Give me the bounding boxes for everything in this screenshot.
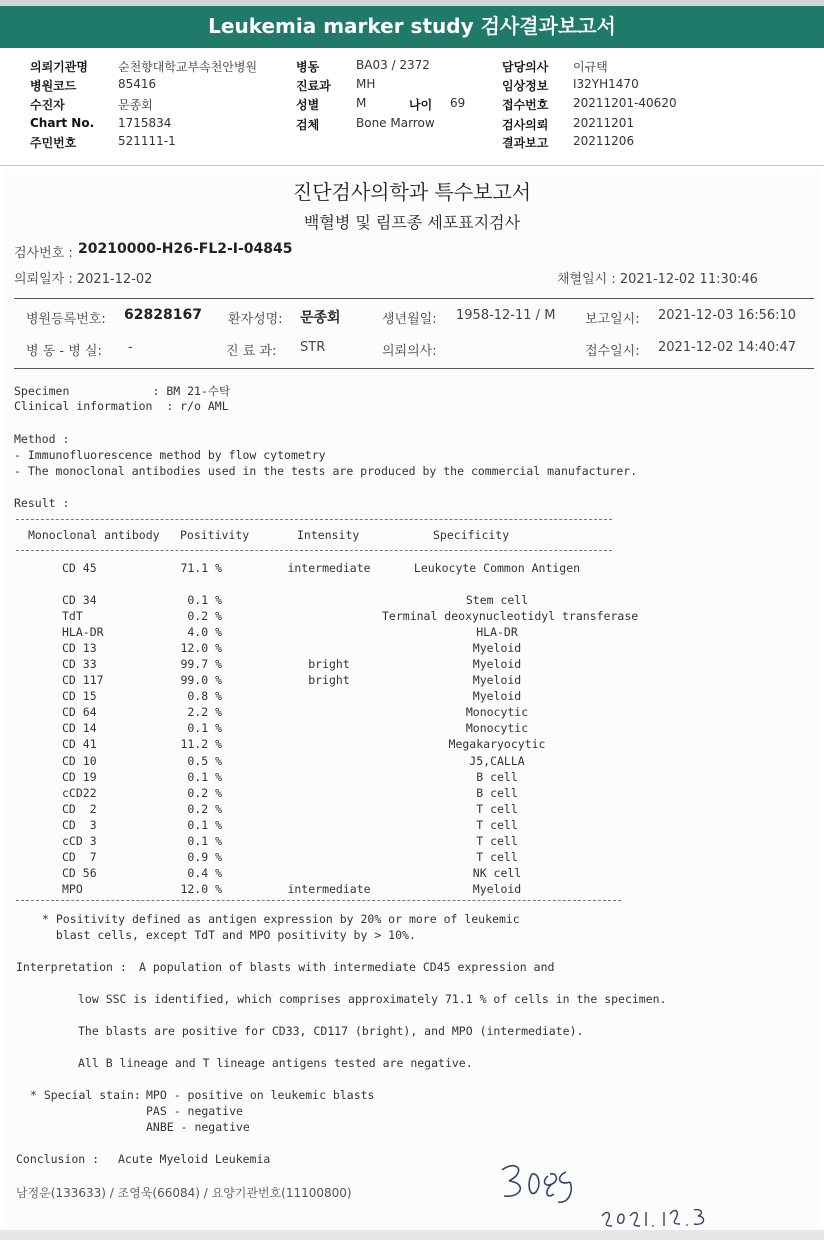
result-specificity-2: Terminal deoxynucleotidyl transferase (382, 609, 639, 624)
result-specificity-1: Stem cell (465, 593, 529, 607)
request-date: 의뢰일자 : 2021-12-02 (14, 272, 153, 287)
info-label-r2-c0: 수진자 (30, 98, 65, 112)
info-value-r2-c0: 문종회 (118, 98, 153, 112)
result-specificity-9: Monocytic (465, 721, 529, 736)
info-label-r1-c0: 병원코드 (30, 79, 77, 93)
info-value-r3-c2: 20211201 (573, 116, 635, 130)
collection-date: 채혈일시 : 2021-12-02 11:30:46 (557, 272, 758, 287)
result-positivity-0: 71.1 % (180, 561, 222, 575)
interpretation-line-2: low SSC is identified, which comprises approximately 71.1 % of cells in the specimen. (78, 992, 667, 1006)
result-positivity-19: 12.0 % (180, 881, 222, 896)
result-specificity-15: T cell (476, 817, 518, 832)
info-value-r1-c0: 85416 (118, 77, 157, 91)
special-stain-anbe: ANBE - negative (146, 1120, 250, 1134)
result-antibody-2: TdT (62, 609, 83, 624)
result-positivity-11: 0.5 % (187, 753, 222, 768)
info-label-r4-c0: 주민번호 (30, 136, 77, 150)
result-specificity-14: T cell (476, 801, 518, 816)
result-positivity-17: 0.9 % (187, 849, 222, 864)
interpretation-line-3: The blasts are positive for CD33, CD117 (bright), and MPO (intermediate). (78, 1024, 584, 1038)
dept-value: STR (300, 340, 326, 355)
info-label-r2-c1: 성별 (296, 98, 320, 112)
special-report (4, 170, 820, 1230)
age-value: 69 (450, 96, 466, 110)
result-positivity-14: 0.2 % (187, 801, 222, 816)
result-specificity-11: J5,CALLA (469, 753, 525, 768)
result-antibody-1: CD 34 (62, 593, 97, 607)
method-line-1: - Immunofluorescence method by flow cytometry (14, 448, 326, 462)
col-positivity: Positivity (180, 528, 250, 542)
receipt-time-label: 접수일시: (585, 344, 640, 359)
info-label-r1-c2: 임상정보 (502, 79, 549, 93)
doctor-label: 의뢰의사: (382, 344, 437, 359)
receipt-time: 2021-12-02 14:40:47 (658, 340, 797, 355)
result-antibody-8: CD 64 (62, 705, 97, 720)
col-intensity: Intensity (297, 528, 360, 542)
info-label-r3-c0: Chart No. (30, 116, 95, 130)
result-antibody-5: CD 33 (62, 657, 97, 672)
reg-no-label: 병원등록번호: (26, 312, 106, 327)
info-value-r4-c0: 521111-1 (118, 134, 176, 148)
result-positivity-5: 99.7 % (180, 657, 222, 672)
result-positivity-4: 12.0 % (180, 641, 222, 656)
conclusion-value: Acute Myeloid Leukemia (118, 1152, 271, 1166)
result-intensity-19: intermediate (287, 881, 371, 896)
result-antibody-18: CD 56 (62, 865, 97, 880)
result-specificity-10: Megakaryocytic (448, 737, 546, 752)
report-time-label: 보고일시: (585, 312, 640, 327)
birth-date: 1958-12-11 / M (456, 308, 556, 323)
info-label-r3-c2: 검사의뢰 (502, 118, 549, 132)
test-number-label: 검사번호 : (14, 246, 73, 261)
conclusion-label: Conclusion : (16, 1152, 100, 1166)
birth-label: 생년월일: (382, 312, 437, 327)
info-value-r0-c0: 순천향대학교부속천안병원 (118, 60, 258, 74)
result-specificity-19: Myeloid (472, 881, 522, 896)
result-positivity-16: 0.1 % (187, 833, 222, 848)
result-positivity-8: 2.2 % (187, 705, 222, 720)
info-label-r0-c0: 의뢰기관명 (30, 60, 88, 74)
request-info-panel (0, 48, 824, 166)
col-antibody: Monoclonal antibody (28, 528, 160, 542)
result-specificity-12: B cell (476, 769, 518, 784)
result-specificity-13: B cell (476, 785, 518, 800)
report-header (0, 0, 824, 48)
report-header-title: Leukemia marker study 검사결과보고서 (208, 14, 616, 38)
result-antibody-13: cCD22 (62, 785, 97, 800)
special-stain-label: * Special stain: (30, 1088, 141, 1102)
result-intensity-0: intermediate (287, 561, 371, 575)
result-title: Result : (14, 496, 70, 510)
result-positivity-15: 0.1 % (187, 817, 222, 832)
result-positivity-10: 11.2 % (180, 737, 222, 752)
result-positivity-12: 0.1 % (187, 769, 222, 784)
result-antibody-14: CD 2 (62, 801, 97, 816)
ward-value: - (128, 340, 133, 355)
report-subtitle: 백혈병 및 림프종 세포표지검사 (303, 213, 521, 232)
info-value-r2-c1: M (356, 96, 367, 110)
test-number: 20210000-H26-FL2-I-04845 (78, 241, 293, 257)
info-value-r1-c2: I32YH1470 (573, 77, 639, 91)
info-label-r0-c1: 병동 (296, 60, 320, 74)
info-value-r2-c2: 20211201-40620 (573, 96, 677, 110)
result-specificity-4: Myeloid (472, 641, 522, 656)
result-antibody-3: HLA-DR (62, 625, 104, 640)
handwritten-date (598, 1202, 714, 1232)
interpretation-label: Interpretation : (16, 960, 127, 974)
special-stain-mpo: MPO - positive on leukemic blasts (146, 1088, 375, 1102)
footnote-line-2: blast cells, except TdT and MPO positivity by > 10%. (42, 928, 416, 942)
result-specificity-3: HLA-DR (476, 625, 518, 640)
result-positivity-3: 4.0 % (187, 625, 222, 640)
result-antibody-7: CD 15 (62, 689, 97, 704)
info-value-r4-c2: 20211206 (573, 134, 635, 148)
result-specificity-7: Myeloid (472, 689, 522, 704)
result-positivity-1: 0.1 % (187, 593, 222, 607)
method-line-2: - The monoclonal antibodies used in the tests are produced by the commercial manufacturer. (14, 464, 638, 478)
result-specificity-18: NK cell (472, 865, 522, 880)
report-title: 진단검사의학과 특수보고서 (292, 180, 532, 204)
result-antibody-17: CD 7 (62, 849, 97, 864)
patient-name: 문종회 (300, 310, 341, 326)
info-label-r2-c2: 접수번호 (502, 98, 549, 112)
footnote-line-1: * Positivity defined as antigen expression by 20% or more of leukemic (42, 912, 520, 926)
result-positivity-9: 0.1 % (187, 721, 222, 736)
result-antibody-6: CD 117 (62, 673, 104, 688)
result-specificity-6: Myeloid (472, 673, 522, 688)
dept-label: 진 료 과: (226, 344, 277, 359)
info-value-r0-c1: BA03 / 2372 (356, 58, 430, 72)
report-time: 2021-12-03 16:56:10 (658, 308, 797, 323)
result-intensity-6: bright (308, 673, 350, 688)
special-stain-pas: PAS - negative (146, 1104, 243, 1118)
method-title: Method : (14, 432, 70, 446)
info-label-r4-c2: 결과보고 (502, 136, 549, 150)
interpretation-line-1: A population of blasts with intermediate CD45 expression and (139, 960, 555, 974)
result-positivity-2: 0.2 % (187, 609, 222, 624)
result-positivity-13: 0.2 % (187, 785, 222, 800)
signers-line: 남정운(133633) / 조영욱(66084) / 요양기관번호(11100800) (16, 1186, 352, 1200)
result-specificity-8: Monocytic (465, 705, 529, 720)
result-antibody-0: CD 45 (62, 561, 97, 575)
info-value-r3-c0: 1715834 (118, 116, 172, 130)
reg-no: 62828167 (124, 307, 202, 323)
info-label-r0-c2: 담당의사 (502, 60, 549, 74)
patient-name-label: 환자성명: (228, 312, 283, 327)
result-antibody-10: CD 41 (62, 737, 97, 752)
result-specificity-5: Myeloid (472, 657, 522, 672)
result-specificity-16: T cell (476, 833, 518, 848)
result-positivity-18: 0.4 % (187, 865, 222, 880)
clinical-info-line: Clinical information : r/o AML (14, 399, 229, 413)
result-antibody-9: CD 14 (62, 721, 97, 736)
result-antibody-12: CD 19 (62, 769, 97, 784)
info-value-r3-c1: Bone Marrow (356, 116, 435, 130)
result-intensity-5: bright (308, 657, 350, 672)
result-positivity-7: 0.8 % (187, 689, 222, 704)
result-antibody-11: CD 10 (62, 753, 97, 768)
handwritten-signature (494, 1158, 594, 1208)
bottom-strip (0, 1230, 824, 1240)
info-label-r3-c1: 검체 (296, 118, 320, 132)
info-value-r1-c1: MH (356, 77, 376, 91)
result-antibody-15: CD 3 (62, 817, 97, 832)
result-positivity-6: 99.0 % (180, 673, 222, 688)
result-antibody-16: cCD 3 (62, 833, 97, 848)
result-specificity-0: Leukocyte Common Antigen (413, 561, 581, 575)
info-value-r0-c2: 이규택 (573, 60, 608, 74)
result-specificity-17: T cell (476, 849, 518, 864)
specimen-line: Specimen : BM 21-수탁 (14, 384, 231, 398)
age-label: 나이 (409, 98, 433, 112)
interpretation-line-4: All B lineage and T lineage antigens tested are negative. (78, 1056, 473, 1070)
info-label-r1-c1: 진료과 (296, 79, 331, 93)
col-specificity: Specificity (433, 528, 510, 542)
ward-label: 병 동 - 병 실: (26, 344, 102, 359)
result-antibody-4: CD 13 (62, 641, 97, 656)
result-antibody-19: MPO (62, 881, 83, 896)
